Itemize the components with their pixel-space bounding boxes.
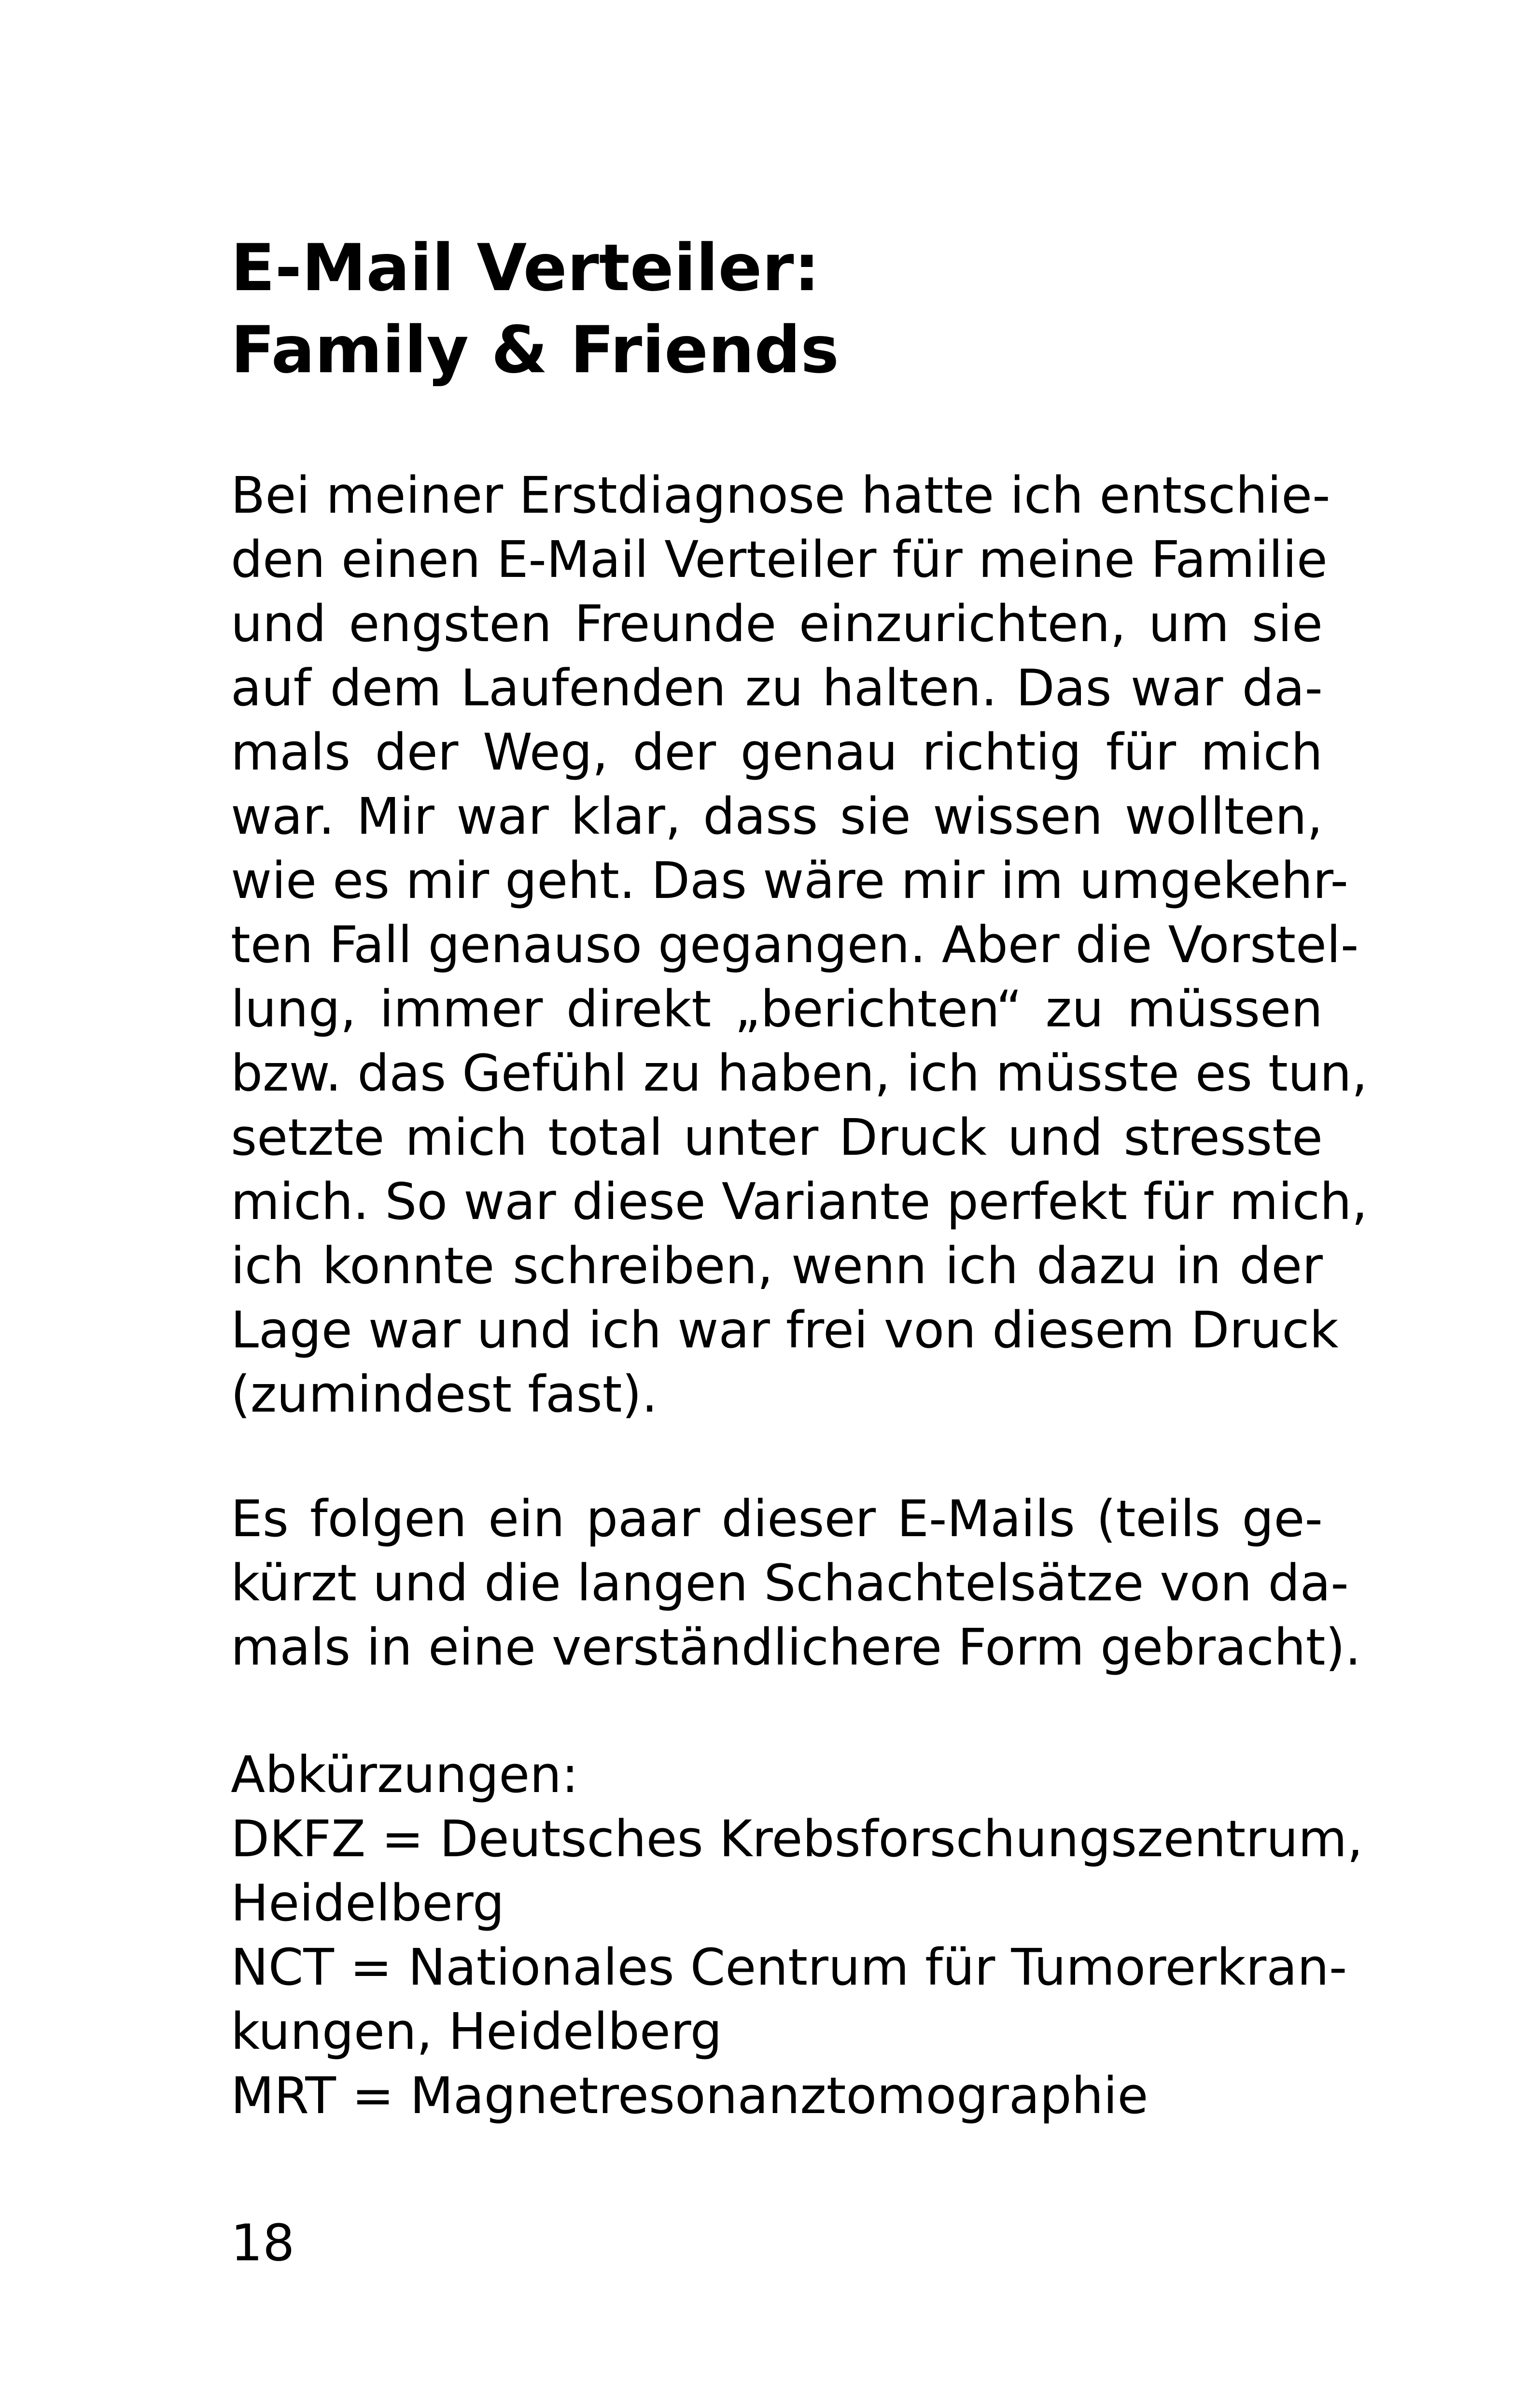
abbreviations-list bbox=[231, 1743, 1363, 2128]
page-number: 18 bbox=[231, 2213, 295, 2272]
text-line: bzw. das Gefühl zu haben, ich müsste es tun, bbox=[231, 1044, 1368, 1103]
text-line: den einen E-Mail Verteiler für meine Familie bbox=[231, 530, 1328, 589]
chapter-title bbox=[231, 227, 1322, 391]
chapter-title-line-2: Family & Friends bbox=[231, 312, 840, 388]
text-line: Lage war und ich war frei von diesem Druck bbox=[231, 1301, 1339, 1359]
abbreviation-line: DKFZ = Deutsches Krebsforschungszentrum, bbox=[231, 1809, 1363, 1868]
text-line: mich. So war diese Variante perfekt für mich, bbox=[231, 1172, 1368, 1231]
text-line: lung, immer direkt „berichten“ zu müssen bbox=[231, 980, 1323, 1038]
text-line: auf dem Laufenden zu halten. Das war da- bbox=[231, 658, 1323, 717]
text-line: ich konnte schreiben, wenn ich dazu in der bbox=[231, 1236, 1323, 1295]
abbreviation-line: MRT = Magnetresonanztomographie bbox=[231, 2066, 1148, 2125]
paragraph-emails-note bbox=[231, 1487, 1361, 1680]
text-line: Bei meiner Erstdiagnose hatte ich entschie- bbox=[231, 466, 1330, 525]
text-line: (zumindest fast). bbox=[231, 1365, 658, 1424]
text-line: mals in eine verständlichere Form gebracht). bbox=[231, 1618, 1361, 1677]
text-line: Es folgen ein paar dieser E-Mails (teils ge- bbox=[231, 1489, 1323, 1548]
text-line: setzte mich total unter Druck und stresste bbox=[231, 1108, 1323, 1167]
text-line: und engsten Freunde einzurichten, um sie bbox=[231, 594, 1323, 653]
abbreviation-line: kungen, Heidelberg bbox=[231, 2002, 722, 2061]
text-line: wie es mir geht. Das wäre mir im umgekehr- bbox=[231, 851, 1348, 910]
text-line: kürzt und die langen Schachtelsätze von da- bbox=[231, 1554, 1349, 1612]
abbreviation-line: Heidelberg bbox=[231, 1874, 504, 1933]
abbreviation-line: NCT = Nationales Centrum für Tumorerkran- bbox=[231, 1938, 1347, 1997]
text-line: ten Fall genauso gegangen. Aber die Vorstel- bbox=[231, 915, 1359, 974]
text-line: mals der Weg, der genau richtig für mich bbox=[231, 723, 1323, 782]
paragraph-intro bbox=[231, 463, 1368, 1427]
abbreviations-heading: Abkürzungen: bbox=[231, 1745, 579, 1804]
chapter-title-line-1: E-Mail Verteiler: bbox=[231, 230, 820, 306]
text-line: war. Mir war klar, dass sie wissen wollten, bbox=[231, 787, 1323, 846]
